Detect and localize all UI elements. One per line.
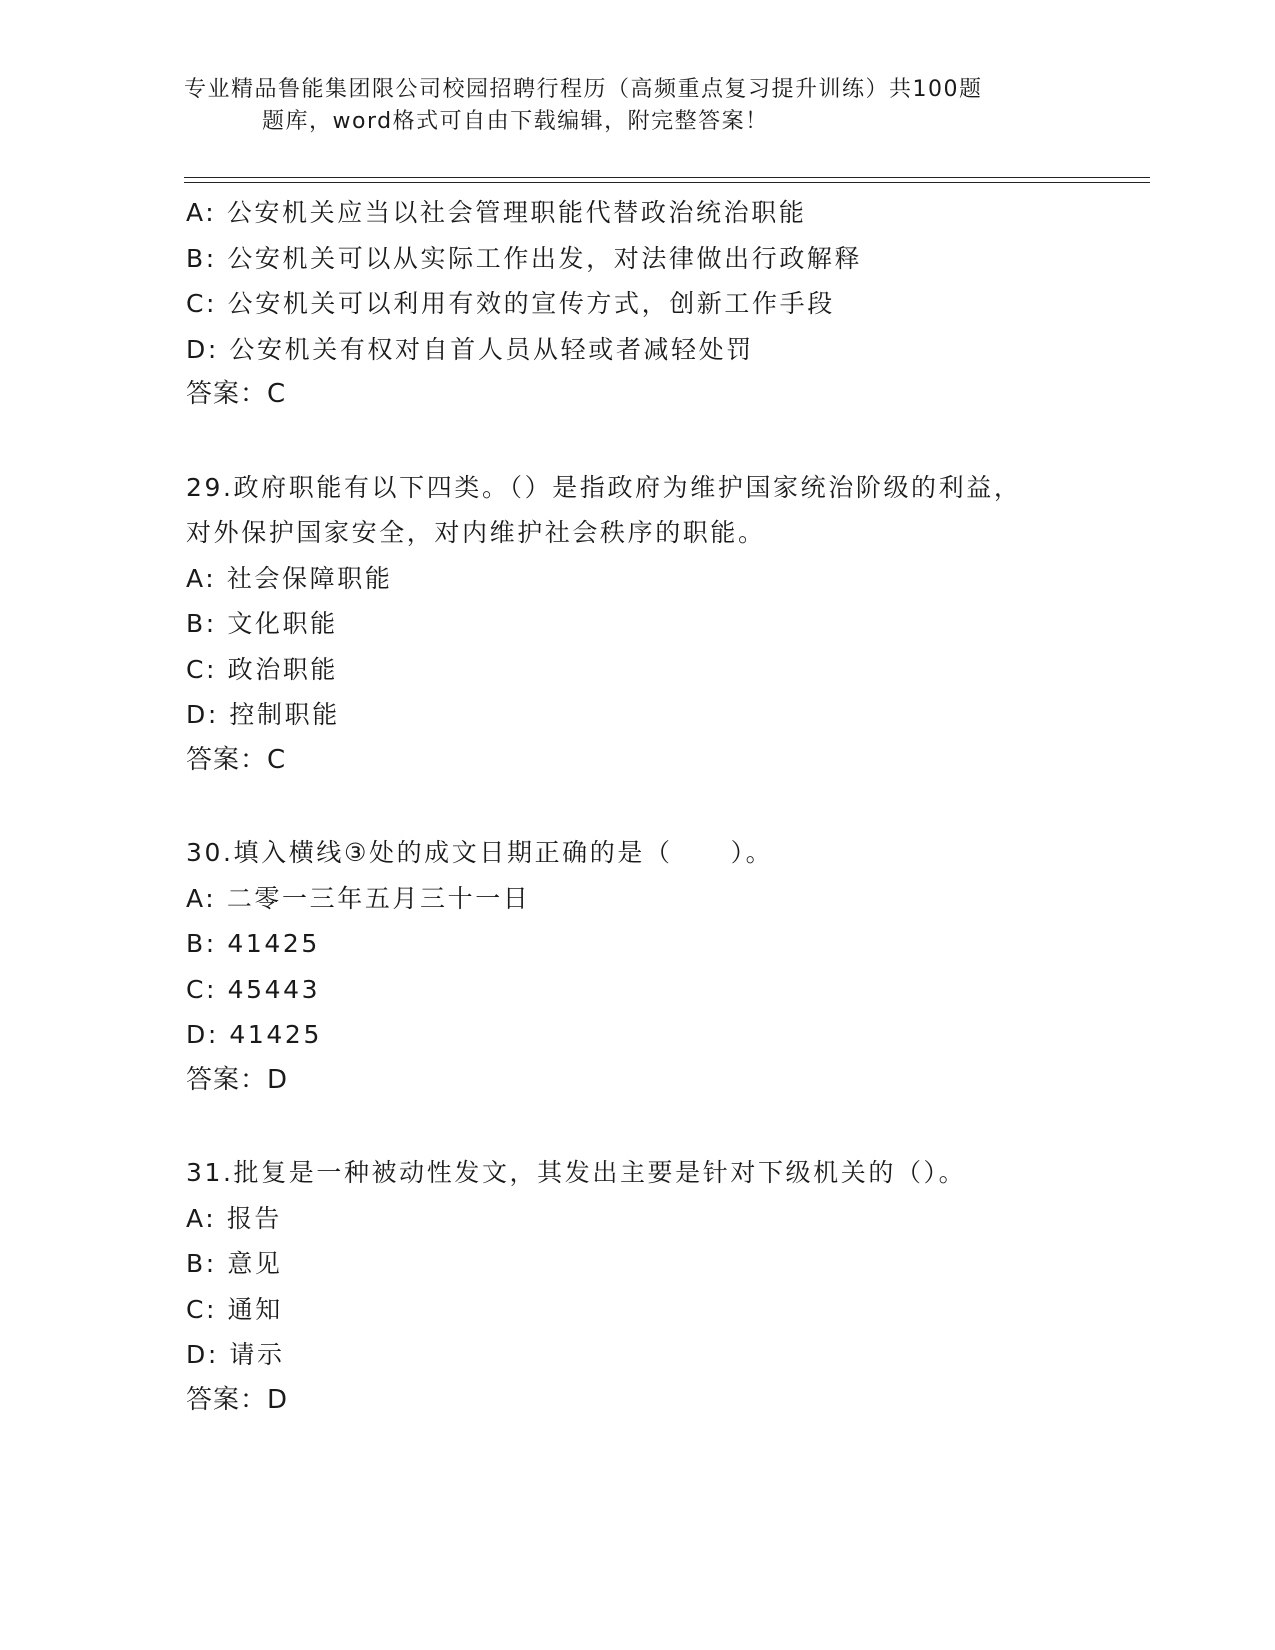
question-block-28 [186,190,1126,418]
header-divider-bottom [184,182,1150,183]
question-text-before-blank: 30.填入横线③处的成文日期正确的是（ [186,838,673,867]
option-d: D: 请示 [186,1340,285,1369]
option-c: C: 通知 [186,1294,283,1324]
question-block-31 [186,1150,1126,1423]
question-text-line-1: 31.批复是一种被动性发文，其发出主要是针对下级机关的（）。 [186,1158,967,1187]
document-header [184,74,1044,138]
header-divider-top [184,177,1150,178]
answer-line: 答案：C [186,744,287,775]
question-list [186,190,1126,1423]
option-b: B: 文化职能 [186,609,338,638]
header-title-line-2: 题库，word格式可自由下载编辑，附完整答案！ [262,109,769,134]
option-b: B: 意见 [186,1249,283,1278]
option-a: A: 报告 [186,1203,283,1233]
option-b: B: 41425 [186,929,320,958]
question-text-after-blank: ）。 [730,838,774,867]
option-a: A: 二零一三年五月三十一日 [186,883,531,913]
option-d: D: 41425 [186,1020,322,1049]
option-d: D: 公安机关有权对自首人员从轻或者减轻处罚 [186,334,754,364]
question-text-line-1: 29.政府职能有以下四类。（）是指政府为维护国家统治阶级的利益， [186,472,1022,502]
question-block-29 [186,465,1126,784]
answer-line: 答案：D [186,1384,289,1415]
header-title-line-1: 专业精品鲁能集团限公司校园招聘行程历（高频重点复习提升训练）共100题 [184,77,983,102]
option-d: D: 控制职能 [186,700,340,729]
option-c: C: 公安机关可以利用有效的宣传方式，创新工作手段 [186,289,835,318]
answer-line: 答案：D [186,1064,289,1095]
question-text-line-2: 对外保护国家安全，对内维护社会秩序的职能。 [186,518,766,547]
question-text-line-1 [186,830,1126,876]
option-a: A: 社会保障职能 [186,563,393,593]
option-c: C: 政治职能 [186,654,339,684]
option-a: A: 公安机关应当以社会管理职能代替政治统治职能 [186,198,807,227]
answer-line: 答案：C [186,379,287,409]
question-block-30 [186,830,1126,1103]
option-b: B: 公安机关可以从实际工作出发，对法律做出行政解释 [186,243,863,273]
option-c: C: 45443 [186,974,321,1004]
